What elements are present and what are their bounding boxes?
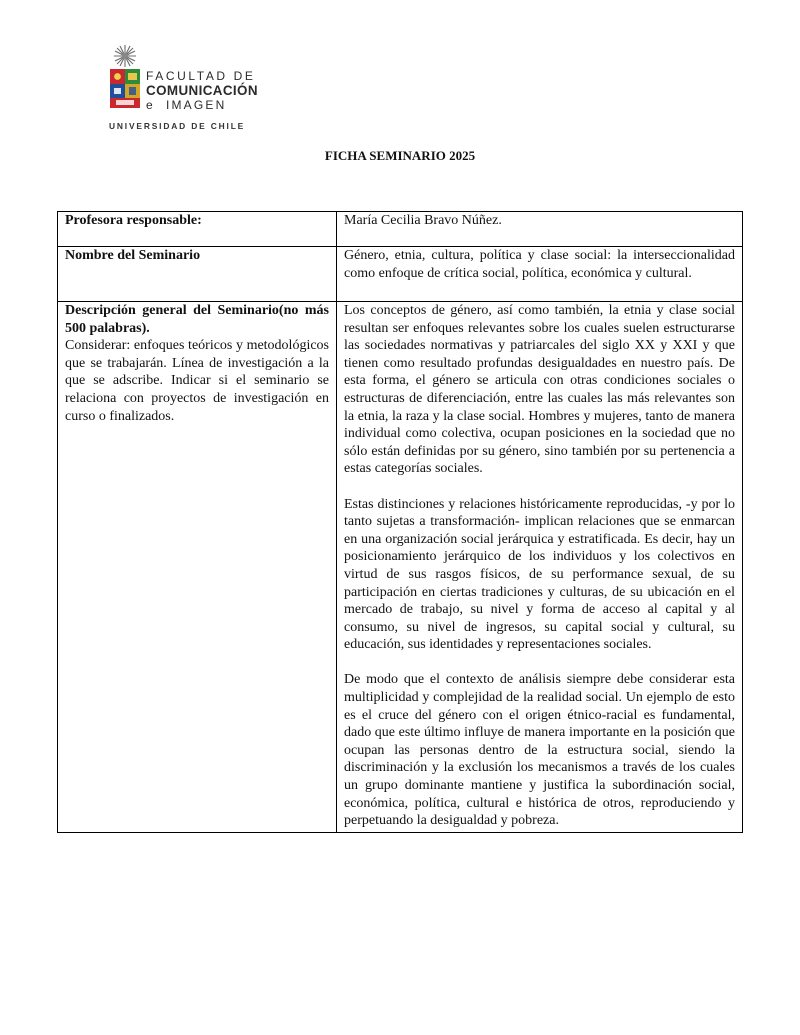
descripcion-label xyxy=(58,302,337,833)
faculty-logo xyxy=(108,44,278,134)
descripcion-label-instructions: Considerar: enfoques teóricos y metodológicos que se trabajarán. Línea de investigación a la que se adscribe. Indicar si el seminario se relaciona con proyectos de investigación en curso o finalizados. xyxy=(65,338,329,424)
descripcion-paragraph-1: Los conceptos de género, así como también, la etnia y clase social resultan ser enfoques relevantes sobre los cuales suelen estructurarse las sociedades normativas y patriarcales del siglo XX y XXI y que tienen como resultado profundas desigualdades en nuestro país. De esta forma, el género se articula con otras condiciones sociales o estructuras de diferenciación, entre las cuales las más relevantes son la etnia, la raza y la clase social. Hombres y mujeres, tanto de manera individual como colectiva, ocupan posiciones en la sociedad que no sólo están definidas por su género, sino también por su pertenencia a estas categorías sociales. xyxy=(344,303,735,477)
descripcion-paragraph-3: De modo que el contexto de análisis siempre debe considerar esta multiplicidad y complejidad de la realidad social. Un ejemplo de esto es el cruce del género con el origen étnico-racial es fundamental, dado que este último influye de manera importante en la posición que ocupan las personas dentro de la estructura social, siendo la discriminación y la exclusión los mecanismos a través de los cuales un grupo dominante mantiene y justifica la subordinación social, económica, política, cultural e histórica de otros, reproduciendo y perpetuando la desigualdad y pobreza. xyxy=(344,672,735,829)
seminar-table xyxy=(57,211,743,833)
profesora-label: Profesora responsable: xyxy=(58,212,337,247)
table-row-profesora xyxy=(58,212,743,247)
logo-line-comunicacion: COMUNICACIÓN xyxy=(146,83,258,98)
descripcion-paragraph-2: Estas distinciones y relaciones históricamente reproducidas, -y por lo tanto sujetas a transformación- implican relaciones que se enmarcan en una organización social jerárquica y estratificada. Es decir, hay un posicionamiento jerárquico de los individuos y los colectivos en virtud de sus rasgos físicos, de su performance sexual, de su participación en ciertas tradiciones y culturas, de su ubicación en el mercado de trabajo, su nivel y forma de acceso al capital y al consumo, su nivel de ingresos, su capital social y cultural, su educación, sus identidades y representaciones sociales. xyxy=(344,496,735,653)
table-row-nombre xyxy=(58,247,743,302)
logo-line-facultad: FACULTAD DE xyxy=(146,69,256,83)
nombre-value: Género, etnia, cultura, política y clase social: la interseccionalidad como enfoque de crítica social, política, económica y cultural. xyxy=(337,247,743,302)
profesora-value: María Cecilia Bravo Núñez. xyxy=(337,212,743,247)
page-title: FICHA SEMINARIO 2025 xyxy=(324,148,476,163)
university-crest-icon xyxy=(108,44,148,110)
descripcion-label-title: Descripción general del Seminario(no más 500 palabras). xyxy=(65,303,329,336)
table-row-descripcion xyxy=(58,302,743,833)
nombre-label: Nombre del Seminario xyxy=(58,247,337,302)
descripcion-value xyxy=(337,302,743,833)
logo-university: UNIVERSIDAD DE CHILE xyxy=(109,121,246,131)
logo-line-imagen: e IMAGEN xyxy=(146,98,227,112)
